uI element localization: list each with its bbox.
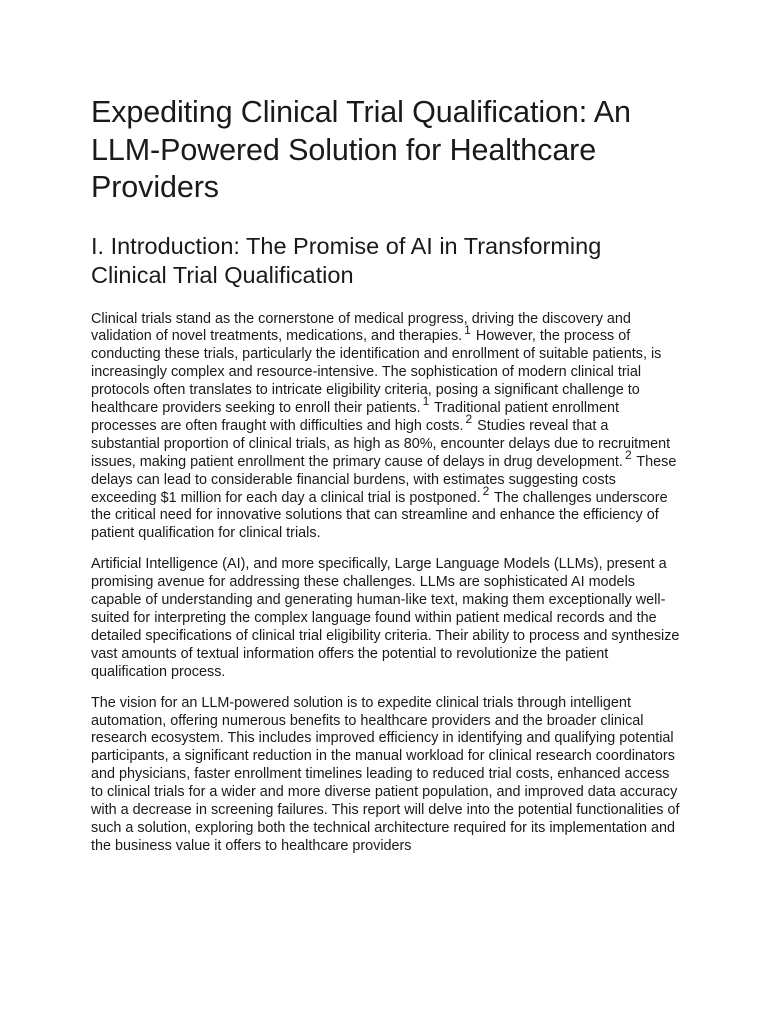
footnote-reference[interactable]: 2 — [482, 483, 490, 498]
document-title: Expediting Clinical Trial Qualification: An LLM-Powered Solution for Healthcare Providers — [91, 95, 631, 204]
paragraph-text-segment: However, the process of conducting these trials, particularly the identification and enrollment of suitable patients, is increasingly complex and resource-intensive. The sophistication of modern clinical trial protocols often translates to intricate eligibility criteria, posing a significant challenge to healthcare providers seeking to enroll their patients. — [91, 328, 662, 417]
paragraph-intro-2: Artificial Intelligence (AI), and more specifically, Large Language Models (LLMs), present a promising avenue for addressing these challenges. LLMs are sophisticated AI models capable of understanding and generating human-like text, making them exceptionally well-suited for interpreting the complex language found within patient medical records and the detailed specifications of clinical trial eligibility criteria. Their ability to process and synthesize vast amounts of textual information offers the potential to revolutionize the patient qualification process. — [91, 556, 680, 680]
footnote-reference[interactable]: 2 — [624, 447, 632, 462]
footnote-reference[interactable]: 1 — [422, 394, 430, 409]
footnote-reference[interactable]: 1 — [464, 322, 471, 337]
paragraph-text-segment: Studies reveal that a substantial proportion of clinical trials, as high as 80%, encounter delays due to recruitment issues, making patient enrollment the primary cause of delays in drug development. — [91, 417, 671, 470]
paragraph-text-segment: Clinical trials stand as the cornerstone of medical progress, driving the discovery and validation of novel treatments, medications, and therapies. — [91, 310, 631, 345]
paragraph-text-segment: Traditional patient enrollment processes are often fraught with difficulties and high costs. — [91, 400, 620, 434]
paragraph-text-segment: The challenges underscore the critical need for innovative solutions that can streamline and enhance the efficiency of patient qualification for clinical trials. — [91, 489, 668, 542]
section-heading-introduction: I. Introduction: The Promise of AI in Transforming Clinical Trial Qualification — [91, 232, 602, 288]
paragraph-intro-3: The vision for an LLM-powered solution is to expedite clinical trials through intelligent automation, offering numerous benefits to healthcare providers and the broader clinical research ecosystem. This includes improved efficiency in identifying and qualifying potential participants, a significant reduction in the manual workload for clinical research coordinators and physicians, faster enrollment timelines leading to reduced trial costs, enhanced access to clinical trials for a wider and more diverse patient population, and improved data accuracy with a decrease in screening failures. This report will delve into the potential functionalities of such a solution, exploring both the technical architecture required for its implementation and the business value it offers to healthcare providers — [91, 694, 680, 854]
document-page — [91, 94, 681, 856]
footnote-reference[interactable]: 2 — [465, 412, 473, 427]
paragraph-text-segment: These delays can lead to considerable financial burdens, with estimates suggesting costs exceeding $1 million for each day a clinical trial is postponed. — [91, 453, 677, 506]
paragraph-intro-1 — [91, 311, 681, 544]
